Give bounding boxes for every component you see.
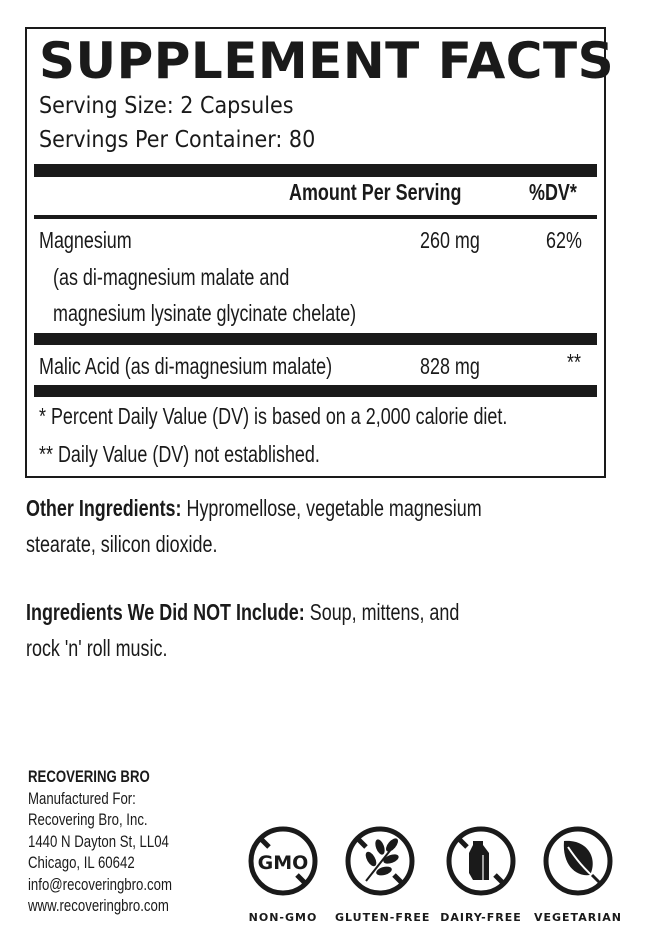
nutrient-dv: 62% <box>546 227 582 253</box>
other-ingredients: Other Ingredients: Hypromellose, vegetable magnesium stearate, silicon dioxide. <box>26 495 482 557</box>
wheat-crossed-icon <box>344 825 416 897</box>
divider-thin <box>34 215 597 219</box>
header-dv: %DV* <box>529 179 577 205</box>
divider-thick <box>34 333 597 345</box>
nutrient-source: (as di-magnesium malate and <box>53 264 290 290</box>
ingredients-not-included: Ingredients We Did NOT Include: Soup, mittens, and rock 'n' roll music. <box>26 599 460 661</box>
website: www.recoveringbro.com <box>28 897 169 915</box>
svg-text:GMO: GMO <box>257 852 309 874</box>
badge-gluten-free: GLUTEN-FREE <box>335 825 425 924</box>
milk-carton-crossed-icon <box>445 825 517 897</box>
nutrient-amount: 260 mg <box>420 227 480 253</box>
nutrient-name: Malic Acid (as di-magnesium malate) <box>39 353 333 379</box>
badge-vegetarian: VEGETARIAN <box>533 825 623 924</box>
footnote-not-established: ** Daily Value (DV) not established. <box>39 441 320 467</box>
divider-thick <box>34 164 597 177</box>
supplement-facts-panel <box>25 27 615 478</box>
nutrient-source: magnesium lysinate glycinate chelate) <box>53 300 357 326</box>
manufacturer-info: RECOVERING BRO Manufactured For: Recovering Bro, Inc. 1440 N Dayton St, LL04 Chicago, IL 60642 info@recoveringbro.com www.recoveringbro.com <box>28 767 208 918</box>
nutrient-amount: 828 mg <box>420 353 480 379</box>
facts-title: SUPPLEMENT FACTS <box>39 32 615 90</box>
gmo-crossed-icon <box>247 825 319 897</box>
badge-non-gmo: GMO NON-GMO <box>238 825 328 924</box>
badge-dairy-free: DAIRY-FREE <box>436 825 526 924</box>
serving-size: Serving Size: 2 Capsules <box>39 93 294 119</box>
divider-thick <box>34 385 597 397</box>
footnote-dv: * Percent Daily Value (DV) is based on a 2,000 calorie diet. <box>39 403 508 429</box>
header-amount: Amount Per Serving <box>289 179 462 205</box>
servings-per-container: Servings Per Container: 80 <box>39 127 316 153</box>
nutrient-name: Magnesium <box>39 227 132 253</box>
email: info@recoveringbro.com <box>28 875 172 894</box>
leaf-icon <box>542 825 614 897</box>
nutrient-dv: ** <box>567 349 581 375</box>
brand-name: RECOVERING BRO <box>28 768 150 786</box>
